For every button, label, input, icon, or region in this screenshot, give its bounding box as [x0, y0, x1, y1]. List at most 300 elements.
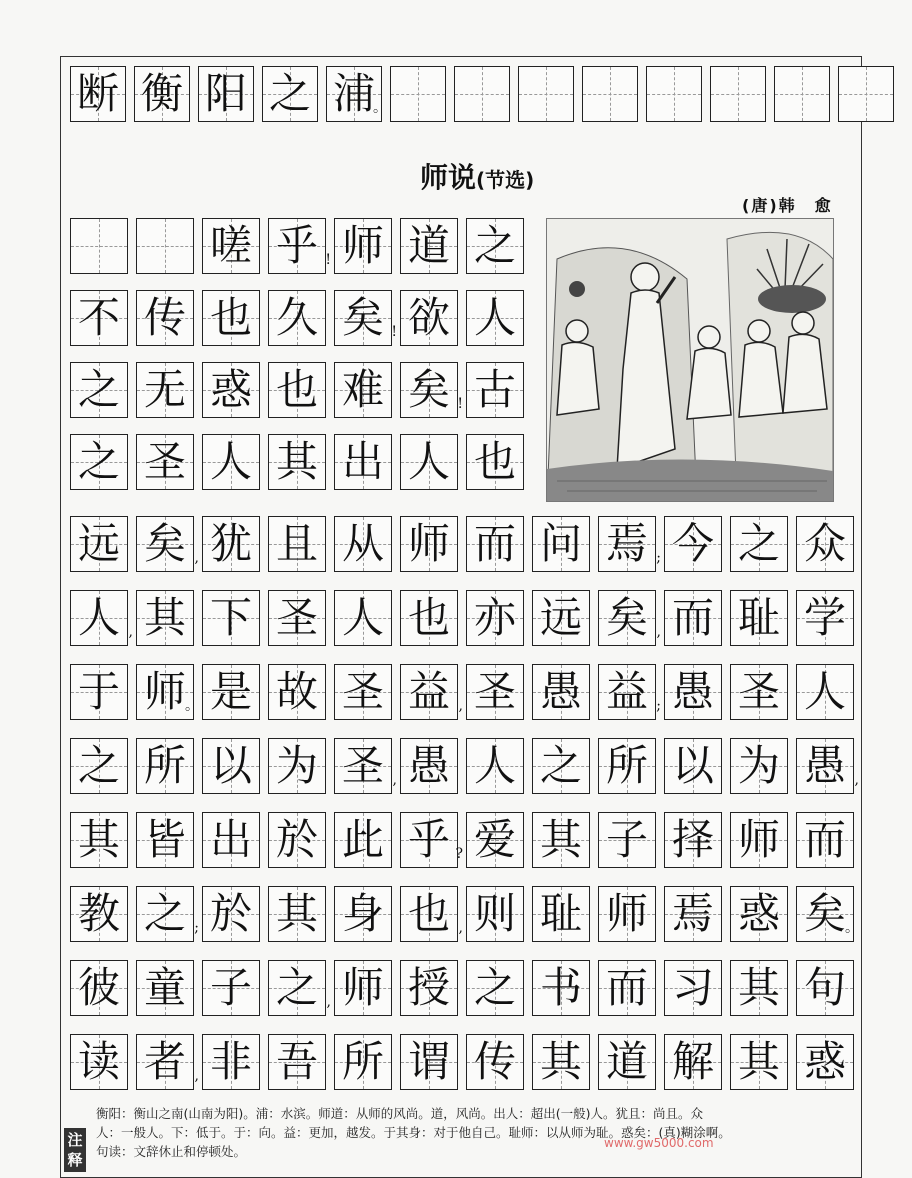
cell-character: 也 — [407, 593, 450, 642]
grid-cell — [466, 434, 524, 490]
grid-cell — [268, 516, 326, 572]
cell-character: 学 — [803, 593, 846, 642]
grid-cell — [198, 66, 254, 122]
cell-character: 嗟 — [209, 221, 252, 270]
cell-character: 惑 — [737, 889, 780, 938]
cell-character: 愚 — [407, 741, 450, 790]
grid-row-short — [70, 290, 532, 346]
cell-character: 所 — [143, 741, 186, 790]
grid-cell — [70, 290, 128, 346]
grid-cell — [646, 66, 702, 122]
grid-cell — [202, 590, 260, 646]
cell-character: 人 — [473, 293, 516, 342]
notes-label: 注释 — [64, 1128, 86, 1172]
grid-cell — [70, 1034, 128, 1090]
cell-character: 之 — [77, 437, 120, 486]
cell-punctuation: 。 — [185, 698, 199, 714]
grid-cell — [796, 738, 859, 794]
cell-character: 于 — [77, 667, 120, 716]
grid-cell — [268, 434, 326, 490]
grid-row-short — [70, 218, 532, 274]
cell-character: 之 — [77, 365, 120, 414]
grid-cell — [598, 1034, 656, 1090]
grid-cell — [730, 590, 788, 646]
cell-character: 其 — [275, 889, 318, 938]
grid-cell — [136, 1034, 199, 1090]
cell-character: 也 — [473, 437, 516, 486]
cell-character: 师 — [605, 889, 648, 938]
cell-character: 矣 — [341, 293, 384, 342]
cell-character: 解 — [671, 1037, 714, 1086]
cell-character: 人 — [473, 741, 516, 790]
grid-cell — [664, 664, 722, 720]
grid-cell — [400, 886, 463, 942]
grid-cell — [730, 812, 788, 868]
grid-cell — [730, 886, 788, 942]
cell-punctuation: , — [458, 698, 463, 714]
cell-punctuation: ! — [391, 324, 397, 340]
grid-cell — [400, 812, 463, 868]
grid-cell — [730, 516, 788, 572]
grid-cell — [70, 960, 128, 1016]
grid-cell — [730, 1034, 788, 1090]
notes-line: 衡阳：衡山之南(山南为阳)。浦：水滨。师道：从师的风尚。道，风尚。出人：超出(一般)人。犹且：尚且。众 — [96, 1106, 704, 1121]
grid-row-long — [70, 516, 862, 572]
cell-character: 授 — [407, 963, 450, 1012]
grid-cell — [466, 738, 524, 794]
cell-character: 师 — [341, 221, 384, 270]
cell-character: 身 — [341, 889, 384, 938]
cell-character: 乎 — [275, 221, 318, 270]
grid-cell — [532, 664, 590, 720]
grid-cell — [202, 960, 260, 1016]
grid-cell — [796, 886, 859, 942]
grid-cell — [774, 66, 830, 122]
cell-punctuation: , — [656, 624, 661, 640]
grid-cell — [664, 960, 722, 1016]
cell-character: 众 — [803, 519, 846, 568]
grid-cell — [334, 1034, 392, 1090]
grid-cell — [334, 362, 392, 418]
grid-cell — [202, 434, 260, 490]
grid-cell — [334, 590, 392, 646]
cell-character: 人 — [407, 437, 450, 486]
grid-cell — [70, 218, 128, 274]
cell-character: 谓 — [407, 1037, 450, 1086]
site-watermark: www.gw5000.com — [604, 1136, 714, 1150]
grid-cell — [202, 516, 260, 572]
cell-character: 故 — [275, 667, 318, 716]
cell-punctuation: ? — [455, 846, 463, 862]
cell-character: 皆 — [143, 815, 186, 864]
grid-row-long — [70, 738, 862, 794]
cell-character: 乎 — [407, 815, 450, 864]
cell-character: 耻 — [539, 889, 582, 938]
grid-cell — [136, 664, 199, 720]
grid-cell — [466, 886, 524, 942]
grid-row-long — [70, 960, 862, 1016]
grid-cell — [466, 664, 524, 720]
grid-cell — [70, 516, 128, 572]
cell-character: 之 — [473, 221, 516, 270]
grid-cell — [334, 960, 392, 1016]
cell-character: 阳 — [204, 69, 247, 118]
cell-character: 读 — [77, 1037, 120, 1086]
grid-cell — [796, 960, 854, 1016]
cell-character: 此 — [341, 815, 384, 864]
grid-cell — [598, 960, 656, 1016]
cell-character: 愚 — [671, 667, 714, 716]
grid-cell — [268, 1034, 326, 1090]
grid-cell — [532, 516, 590, 572]
cell-character: 以 — [209, 741, 252, 790]
grid-cell — [466, 812, 524, 868]
cell-character: 下 — [209, 593, 252, 642]
cell-character: 矣 — [605, 593, 648, 642]
grid-cell — [466, 960, 524, 1016]
grid-cell — [268, 218, 331, 274]
cell-character: 所 — [605, 741, 648, 790]
grid-cell — [400, 516, 458, 572]
grid-cell — [136, 516, 199, 572]
grid-cell — [796, 590, 854, 646]
cell-character: 矣 — [143, 519, 186, 568]
grid-cell — [400, 290, 458, 346]
grid-cell — [664, 886, 722, 942]
cell-character: 人 — [209, 437, 252, 486]
grid-cell — [136, 812, 194, 868]
cell-character: 今 — [671, 519, 714, 568]
cell-character: 人 — [803, 667, 846, 716]
grid-row-long — [70, 812, 862, 868]
grid-cell — [202, 290, 260, 346]
grid-cell — [400, 1034, 458, 1090]
cell-character: 句 — [803, 963, 846, 1012]
grid-cell — [268, 738, 326, 794]
cell-character: 而 — [803, 815, 846, 864]
cell-character: 其 — [275, 437, 318, 486]
cell-character: 之 — [268, 69, 311, 118]
cell-punctuation: ; — [656, 698, 661, 714]
grid-cell — [70, 66, 126, 122]
grid-cell — [202, 664, 260, 720]
cell-character: 人 — [341, 593, 384, 642]
cell-character: 难 — [341, 365, 384, 414]
grid-cell — [466, 362, 524, 418]
cell-character: 圣 — [275, 593, 318, 642]
cell-character: 欲 — [407, 293, 450, 342]
grid-cell — [262, 66, 318, 122]
cell-character: 从 — [341, 519, 384, 568]
grid-cell — [136, 590, 194, 646]
grid-cell — [796, 516, 854, 572]
cell-character: 犹 — [209, 519, 252, 568]
grid-cell — [70, 738, 128, 794]
cell-character: 所 — [341, 1037, 384, 1086]
cell-character: 传 — [143, 293, 186, 342]
grid-cell — [664, 812, 722, 868]
cell-character: 圣 — [737, 667, 780, 716]
grid-cell — [136, 362, 194, 418]
grid-cell — [730, 664, 788, 720]
cell-character: 为 — [737, 741, 780, 790]
grid-cell — [70, 812, 128, 868]
cell-character: 之 — [77, 741, 120, 790]
grid-row-long — [70, 664, 862, 720]
notes-line: 人：一般人。下：低于。于：向。益：更加，越发。于其身：对于他自己。耻师：以从师为耻。惑矣：(真)糊涂啊。 — [96, 1125, 731, 1140]
cell-character: 则 — [473, 889, 516, 938]
cell-character: 圣 — [473, 667, 516, 716]
cell-character: 之 — [275, 963, 318, 1012]
cell-character: 子 — [209, 963, 252, 1012]
cell-character: 传 — [473, 1037, 516, 1086]
cell-character: 出 — [341, 437, 384, 486]
cell-character: 不 — [77, 293, 120, 342]
grid-cell — [400, 590, 458, 646]
grid-cell — [70, 434, 128, 490]
grid-cell — [334, 290, 397, 346]
cell-character: 矣 — [407, 365, 450, 414]
grid-cell — [532, 812, 590, 868]
cell-character: 师 — [407, 519, 450, 568]
grid-cell — [134, 66, 190, 122]
grid-cell — [582, 66, 638, 122]
grid-cell — [598, 886, 656, 942]
grid-cell — [466, 290, 524, 346]
cell-character: 童 — [143, 963, 186, 1012]
cell-character: 习 — [671, 963, 714, 1012]
cell-character: 远 — [539, 593, 582, 642]
grid-cell — [268, 960, 331, 1016]
grid-cell — [70, 664, 128, 720]
cell-punctuation: ; — [656, 550, 661, 566]
cell-character: 道 — [605, 1037, 648, 1086]
grid-cell — [334, 218, 392, 274]
cell-character: 而 — [605, 963, 648, 1012]
grid-cell — [136, 218, 194, 274]
cell-character: 古 — [473, 365, 516, 414]
grid-cell — [400, 664, 463, 720]
grid-cell — [334, 886, 392, 942]
grid-row-short — [70, 362, 532, 418]
grid-cell — [268, 886, 326, 942]
cell-punctuation: , — [854, 772, 859, 788]
grid-cell — [664, 516, 722, 572]
cell-punctuation: 。 — [845, 920, 859, 936]
cell-character: 之 — [539, 741, 582, 790]
grid-cell — [400, 738, 458, 794]
grid-row-top — [70, 66, 902, 122]
grid-cell — [532, 1034, 590, 1090]
grid-cell — [136, 738, 194, 794]
grid-cell — [70, 886, 128, 942]
cell-character: 其 — [539, 815, 582, 864]
grid-cell — [202, 812, 260, 868]
grid-cell — [730, 960, 788, 1016]
cell-character: 矣 — [803, 889, 846, 938]
author-credit: (唐)韩 愈 — [742, 196, 833, 215]
grid-cell — [334, 516, 392, 572]
cell-character: 远 — [77, 519, 120, 568]
cell-character: 以 — [671, 741, 714, 790]
annotation-notes — [96, 1104, 844, 1161]
cell-character: 吾 — [275, 1037, 318, 1086]
cell-character: 是 — [209, 667, 252, 716]
cell-character: 愚 — [803, 741, 846, 790]
cell-character: 於 — [209, 889, 252, 938]
cell-character: 也 — [407, 889, 450, 938]
cell-character: 教 — [77, 889, 120, 938]
grid-cell — [390, 66, 446, 122]
scholar-teaching-illustration — [546, 218, 834, 502]
grid-cell — [268, 590, 326, 646]
cell-character: 人 — [77, 593, 120, 642]
grid-cell — [532, 886, 590, 942]
grid-cell — [334, 738, 397, 794]
cell-character: 圣 — [341, 741, 384, 790]
cell-character: 爱 — [473, 815, 516, 864]
grid-cell — [334, 434, 392, 490]
grid-cell — [400, 362, 463, 418]
grid-cell — [598, 590, 661, 646]
cell-punctuation: , — [128, 624, 133, 640]
cell-character: 出 — [209, 815, 252, 864]
cell-character: 子 — [605, 815, 648, 864]
grid-cell — [598, 664, 661, 720]
cell-character: 惑 — [803, 1037, 846, 1086]
grid-cell — [730, 738, 788, 794]
grid-cell — [518, 66, 574, 122]
cell-punctuation: , — [326, 994, 331, 1010]
grid-cell — [202, 886, 260, 942]
grid-cell — [136, 886, 199, 942]
grid-cell — [664, 1034, 722, 1090]
grid-cell — [268, 290, 326, 346]
grid-cell — [466, 218, 524, 274]
cell-character: 彼 — [77, 963, 120, 1012]
cell-punctuation: 。 — [373, 100, 387, 116]
cell-character: 益 — [605, 667, 648, 716]
grid-cell — [532, 960, 590, 1016]
cell-character: 也 — [275, 365, 318, 414]
cell-character: 於 — [275, 815, 318, 864]
grid-cell — [202, 218, 260, 274]
cell-character: 问 — [539, 519, 582, 568]
grid-cell — [454, 66, 510, 122]
cell-character: 其 — [539, 1037, 582, 1086]
grid-cell — [136, 960, 194, 1016]
grid-row-long — [70, 1034, 862, 1090]
cell-character: 之 — [737, 519, 780, 568]
grid-row-long — [70, 590, 862, 646]
grid-cell — [136, 290, 194, 346]
cell-character: 其 — [737, 963, 780, 1012]
cell-character: 师 — [341, 963, 384, 1012]
cell-character: 者 — [143, 1037, 186, 1086]
grid-cell — [326, 66, 387, 122]
cell-punctuation: , — [194, 1068, 199, 1084]
grid-cell — [838, 66, 894, 122]
cell-punctuation: ! — [325, 252, 331, 268]
cell-character: 之 — [473, 963, 516, 1012]
cell-character: 圣 — [341, 667, 384, 716]
cell-character: 其 — [77, 815, 120, 864]
grid-cell — [268, 362, 326, 418]
grid-cell — [268, 664, 326, 720]
cell-character: 亦 — [473, 593, 516, 642]
grid-row-long — [70, 886, 862, 942]
cell-character: 书 — [539, 963, 582, 1012]
cell-character: 焉 — [605, 519, 648, 568]
grid-cell — [466, 590, 524, 646]
grid-cell — [334, 664, 392, 720]
cell-character: 久 — [275, 293, 318, 342]
cell-character: 愚 — [539, 667, 582, 716]
grid-cell — [400, 960, 458, 1016]
grid-cell — [202, 362, 260, 418]
cell-character: 非 — [209, 1037, 252, 1086]
cell-character: 为 — [275, 741, 318, 790]
grid-cell — [598, 516, 661, 572]
cell-character: 也 — [209, 293, 252, 342]
cell-punctuation: , — [392, 772, 397, 788]
grid-cell — [796, 664, 854, 720]
cell-character: 其 — [143, 593, 186, 642]
grid-cell — [710, 66, 766, 122]
cell-character: 且 — [275, 519, 318, 568]
grid-cell — [532, 738, 590, 794]
cell-punctuation: ; — [194, 920, 199, 936]
grid-cell — [268, 812, 326, 868]
cell-character: 耻 — [737, 593, 780, 642]
cell-punctuation: , — [458, 920, 463, 936]
grid-cell — [202, 738, 260, 794]
grid-cell — [400, 434, 458, 490]
cell-character: 衡 — [140, 69, 183, 118]
cell-character: 择 — [671, 815, 714, 864]
grid-cell — [796, 812, 854, 868]
cell-punctuation: ! — [457, 396, 463, 412]
cell-character: 之 — [143, 889, 186, 938]
grid-cell — [400, 218, 458, 274]
grid-row-short — [70, 434, 532, 490]
cell-character: 焉 — [671, 889, 714, 938]
cell-character: 惑 — [209, 365, 252, 414]
cell-character: 浦 — [332, 69, 375, 118]
grid-cell — [796, 1034, 854, 1090]
grid-cell — [70, 590, 133, 646]
grid-cell — [466, 516, 524, 572]
grid-cell — [598, 738, 656, 794]
grid-cell — [598, 812, 656, 868]
cell-character: 无 — [143, 365, 186, 414]
cell-character: 断 — [76, 69, 119, 118]
grid-cell — [334, 812, 392, 868]
cell-character: 道 — [407, 221, 450, 270]
grid-cell — [202, 1034, 260, 1090]
cell-character: 圣 — [143, 437, 186, 486]
grid-cell — [136, 434, 194, 490]
cell-punctuation: , — [194, 550, 199, 566]
grid-cell — [664, 738, 722, 794]
grid-cell — [466, 1034, 524, 1090]
grid-cell — [70, 362, 128, 418]
grid-cell — [532, 590, 590, 646]
notes-line: 句读：文辞休止和停顿处。 — [96, 1144, 247, 1159]
page-title: 师说(节选) — [420, 161, 535, 194]
cell-character: 师 — [737, 815, 780, 864]
cell-character: 师 — [143, 667, 186, 716]
